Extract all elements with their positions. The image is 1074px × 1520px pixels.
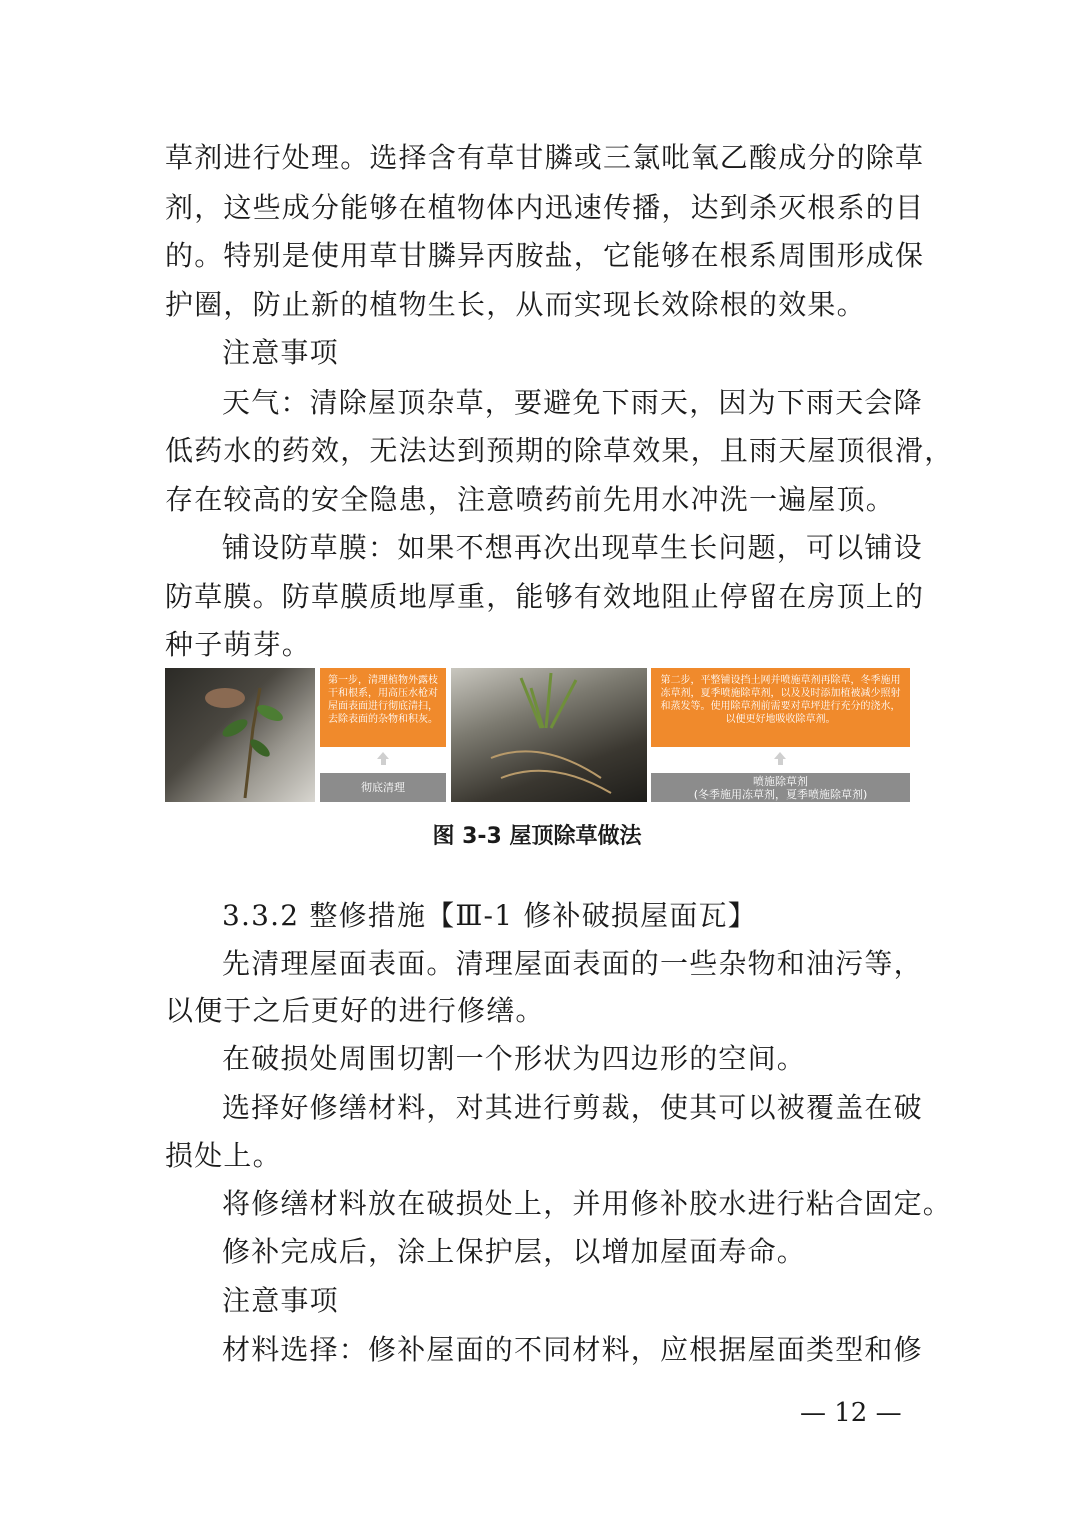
page-number: — 12 —	[800, 1398, 902, 1428]
up-arrow-stem	[381, 758, 386, 765]
section-heading: 3.3.2 整修措施【Ⅲ-1 修补破损屋面瓦】	[222, 899, 757, 932]
step2-text-box: 第二步，平整铺设挡土网并喷施草剂再除草，冬季施用冻草剂，夏季喷施除草剂，以及及时添加植被减少照射和蒸发等。使用除草剂前需要对草坪进行充分的浇水，以便更好地吸收除草剂。	[651, 668, 910, 747]
body-line: 先清理屋面表面。清理屋面表面的一些杂物和油污等，	[222, 947, 923, 980]
body-line: 以便于之后更好的进行修缮。	[165, 994, 545, 1027]
body-line: 材料选择：修补屋面的不同材料，应根据屋面类型和修	[222, 1333, 923, 1366]
body-line: 选择好修缮材料，对其进行剪裁，使其可以被覆盖在破	[222, 1091, 923, 1124]
body-line: 天气：清除屋顶杂草，要避免下雨天，因为下雨天会降	[222, 386, 923, 419]
weeds-illustration	[451, 668, 647, 802]
step1-label	[320, 773, 446, 802]
body-line: 种子萌芽。	[165, 628, 312, 661]
step1-label-text: 彻底清理	[361, 781, 405, 794]
body-line: 防草膜。防草膜质地厚重，能够有效地阻止停留在房顶上的	[165, 580, 925, 613]
body-line: 护圈，防止新的植物生长，从而实现长效除根的效果。	[165, 288, 866, 321]
weeding-figure	[165, 668, 910, 802]
body-line: 低药水的药效，无法达到预期的除草效果，且雨天屋顶很滑，	[165, 434, 954, 467]
note-heading: 注意事项	[222, 336, 339, 369]
body-line: 在破损处周围切割一个形状为四边形的空间。	[222, 1042, 807, 1075]
photo-dead-weeds	[451, 668, 647, 802]
photo-clearing-plants	[165, 668, 315, 802]
step2-label-line2: (冬季施用冻草剂，夏季喷施除草剂)	[693, 787, 868, 801]
up-arrow-stem	[778, 758, 783, 765]
body-line: 将修缮材料放在破损处上，并用修补胶水进行粘合固定。	[222, 1187, 953, 1220]
body-line: 存在较高的安全隐患，注意喷药前先用水冲洗一遍屋顶。	[165, 483, 896, 516]
body-line: 修补完成后，涂上保护层，以增加屋面寿命。	[222, 1235, 807, 1268]
note-heading: 注意事项	[222, 1284, 339, 1317]
body-line: 剂，这些成分能够在植物体内迅速传播，达到杀灭根系的目	[165, 191, 925, 224]
step2-label-line1: 喷施除草剂	[753, 774, 808, 788]
figure-caption: 图 3-3 屋顶除草做法	[432, 824, 642, 849]
body-line: 草剂进行处理。选择含有草甘膦或三氯吡氧乙酸成分的除草	[165, 141, 925, 174]
body-line: 铺设防草膜：如果不想再次出现草生长问题，可以铺设	[222, 531, 923, 564]
body-line: 的。特别是使用草甘膦异丙胺盐，它能够在根系周围形成保	[165, 239, 925, 272]
plant-illustration	[165, 668, 315, 802]
step1-text-box: 第一步，清理植物外露枝干和根系，用高压水枪对屋面表面进行彻底清扫，去除表面的杂物和积灰。	[320, 668, 446, 747]
step2-label	[651, 773, 910, 802]
body-line: 损处上。	[165, 1139, 282, 1172]
